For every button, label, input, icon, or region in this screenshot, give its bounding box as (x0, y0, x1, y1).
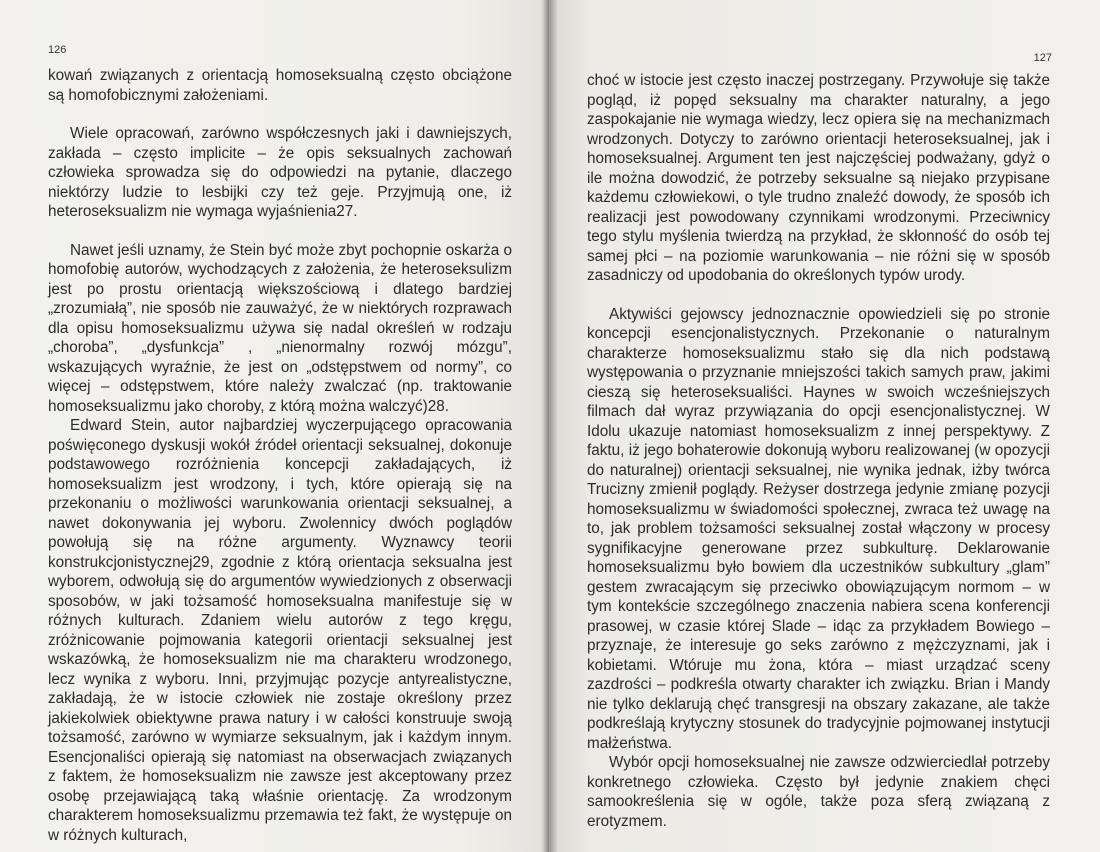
page-text (587, 71, 1050, 831)
paragraph: Nawet jeśli uznamy, że Stein być może zbyt pochopnie oskarża o homofobię autorów, wychodzących z założenia, że heteroseksulizm jest po prostu orientacją większościową i dlatego bardziej „zrozumiałą”, nie sposób nie zauważyć, że w niektórych rozprawach dla opisu homoseksualizmu używa się nadal określeń w rodzaju „choroba”, „dysfunkcja” , „nienormalny rozwój mózgu”, wskazujących wyraźnie, że jest on „odstępstwem od normy”, co więcej – odstępstwem, które należy zwalczać (np. traktowanie homoseksualizmu jako choroby, z którą można walczyć)28. (48, 241, 512, 415)
right-page (549, 0, 1100, 852)
book-gutter (540, 0, 558, 852)
paragraph: Edward Stein, autor najbardziej wyczerpującego opracowania poświęconego dyskusji wokół źródeł orientacji seksualnej, dokonuje podstawowego rozróżnienia koncepcji zakładających, iż homoseksualizm jest wrodzony, i tych, które opierają się na przekonaniu o możliwości warunkowania orientacji seksualnej, a nawet dokonywania jej wyboru. Zwolennicy dwóch poglądów powołują się na różne argumenty. Wyznawcy teorii konstrukcjonistycznej29, zgodnie z którą orientacja seksualna jest wyborem, odwołują się do argumentów wywiedzionych z obserwacji sposobów, w jaki tożsamość homoseksualna manifestuje się w różnych kulturach. Zdaniem wielu autorów z tego kręgu, zróżnicowanie pojmowania kategorii orientacji seksualnej jest wskazówką, że homoseksualizm nie ma charakteru wrodzonego, lecz wynika z wyboru. Inni, przyjmując pozycje antyrealistyczne, zakładają, że w istocie człowiek nie zostaje określony przez jakiekolwiek obiektywne prawa natury i w całości konstruuje swoją tożsamość, zarówno w wymiarze seksualnym, jak i każdym innym. Esencjonaliści opierają się natomiast na obserwacjach związanych z faktem, że homoseksualizm nie zawsze jest akceptowany przez osobę przejawiającą taką właśnie orientację. Za wrodzonym charakterem homoseksualizmu przemawia też fakt, że występuje on w różnych kulturach, (48, 417, 512, 844)
left-page (0, 0, 549, 852)
paragraph: Aktywiści gejowscy jednoznacznie opowiedzieli się po stronie koncepcji esencjonalistycznych. Przekonanie o naturalnym charakterze homoseksualizmu stało się dla nich podstawą występowania o przyznanie mniejszości takich samych praw, jakimi cieszą się heteroseksualiści. Haynes w swoich wcześniejszych filmach dał wyraz przywiązania do opcji esencjonalistycznej. W Idolu ukazuje natomiast homoseksualizm z innej perspektywy. Z faktu, iż jego bohaterowie dokonują wyboru realizowanej (w opozycji do naturalnej) orientacji seksualnej, nie wynika jednak, iżby twórca Trucizny zmienił poglądy. Reżyser dostrzega jedynie zmianę pozycji homoseksualizmu w świadomości społecznej, zwraca też uwagę na to, jak problem tożsamości seksualnej został włączony w procesy sygnifikacyjne generowane przez subkulturę. Deklarowanie homoseksualizmu było bowiem dla uczestników subkultury „glam” gestem zwracającym się przeciwko obowiązującym normom – w tym kontekście szczególnego znaczenia nabiera scena konferencji prasowej, w czasie której Slade – idąc za przykładem Bowiego – przyznaje, że interesuje go seks zarówno z mężczyznami, jak i kobietami. Wtóruje mu żona, która – miast urządzać sceny zazdrości – podkreśla otwarty charakter ich związku. Brian i Mandy nie tylko deklarują chęć transgresji na obszary zakazane, ale także podkreślają krytyczny stosunek do tradycyjnie pojmowanej instytucji małżeństwa. (587, 305, 1050, 752)
page-text (48, 66, 512, 845)
page-number: 127 (1033, 52, 1052, 64)
paragraph: kowań związanych z orientacją homoseksualną często obciążone są homofobicznymi założeniami. (48, 67, 512, 104)
paragraph: Wybór opcji homoseksualnej nie zawsze odzwierciedlał potrzeby konkretnego człowieka. Często był jedynie znakiem chęci samookreślenia się w ogóle, także poza sferą związaną z erotyzmem. (587, 754, 1050, 830)
paragraph: choć w istocie jest często inaczej postrzegany. Przywołuje się także pogląd, iż popęd seksualny ma charakter naturalny, a jego zaspokajanie nie wymaga wiedzy, lecz opiera się na mechanizmach wrodzonych. Dotyczy to zarówno orientacji heteroseksualnej, jak i homoseksualnej. Argument ten jest najczęściej podważany, gdyż o ile można dowodzić, że potrzeby seksualne są niejako przypisane każdemu człowiekowi, o tyle trudno znaleźć dowody, że sposób ich realizacji jest powodowany czynnikami wrodzonymi. Przeciwnicy tego stylu myślenia twierdzą na przykład, że skłonność do osób tej samej płci – na poziomie warunkowania – nie różni się w sposób zasadniczy od upodobania do określonych typów urody. (587, 72, 1050, 284)
page-number: 126 (48, 44, 67, 56)
paragraph: Wiele opracowań, zarówno współczesnych jaki i dawniejszych, zakłada – często implicite – że opis seksualnych zachowań człowieka sprowadza się do odpowiedzi na pytanie, dlaczego niektórzy ludzie to lesbijki czy też geje. Przyjmują one, iż heteroseksualizm nie wymaga wyjaśnienia27. (48, 125, 512, 220)
